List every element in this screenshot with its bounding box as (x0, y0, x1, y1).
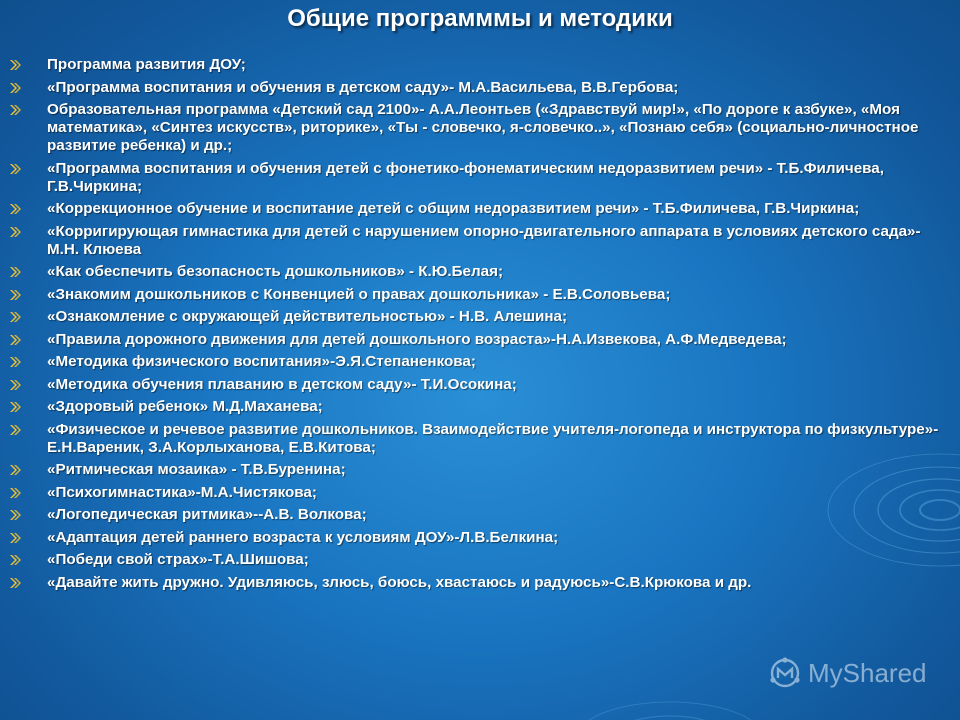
list-item (8, 421, 952, 457)
list-item-text: «Коррекционное обучение и воспитание детей с общим недоразвитием речи» - Т.Б.Филичева, Г.В.Чиркина; (47, 200, 860, 217)
list-item (8, 484, 952, 502)
water-ripple-decoration-bottom (540, 600, 800, 720)
list-item (8, 506, 952, 524)
list-item (8, 200, 952, 218)
list-item-text: «Ознакомление с окружающей действительностью» - Н.В. Алешина; (47, 308, 568, 325)
list-item (8, 286, 952, 304)
list-item (8, 574, 952, 592)
myshared-logo-icon (768, 656, 802, 690)
arrow-bullet-icon (8, 355, 22, 369)
arrow-bullet-icon (8, 58, 22, 72)
list-item (8, 551, 952, 569)
arrow-bullet-icon (8, 508, 22, 522)
arrow-bullet-icon (8, 265, 22, 279)
arrow-bullet-icon (8, 162, 22, 176)
list-item (8, 353, 952, 371)
arrow-bullet-icon (8, 225, 22, 239)
list-item (8, 263, 952, 281)
list-item (8, 101, 952, 155)
list-item-text: Образовательная программа «Детский сад 2100»- А.А.Леонтьев («Здравствуй мир!», «По дороге к азбуке», «Моя математика», «Синтез искусств», риторике», «Ты - словечко, я-словечко..», «Познаю себя» (социально-личностное развитие ребенка) и др.; (47, 101, 919, 154)
arrow-bullet-icon (8, 531, 22, 545)
myshared-watermark (768, 655, 927, 691)
list-item (8, 529, 952, 547)
arrow-bullet-icon (8, 333, 22, 347)
arrow-bullet-icon (8, 378, 22, 392)
slide-title: Общие программмы и методики (287, 5, 673, 32)
list-item (8, 160, 952, 196)
list-item-text: «Программа воспитания и обучения детей с фонетико-фонематическим недоразвитием речи» - Т.Б.Филичева, Г.В.Чиркина; (47, 159, 884, 195)
list-item (8, 331, 952, 349)
arrow-bullet-icon (8, 288, 22, 302)
list-item-text: «Победи свой страх»-Т.А.Шишова; (47, 551, 309, 568)
list-item (8, 376, 952, 394)
program-list (8, 56, 952, 596)
list-item (8, 56, 952, 74)
list-item-text: «Давайте жить дружно. Удивляюсь, злюсь, боюсь, хвастаюсь и радуюсь»-С.В.Крюкова и др. (47, 573, 752, 591)
list-item (8, 223, 952, 259)
list-item-text: «Методика физического воспитания»-Э.Я.Степаненкова; (47, 353, 476, 370)
arrow-bullet-icon (8, 486, 22, 500)
arrow-bullet-icon (8, 81, 22, 95)
arrow-bullet-icon (8, 400, 22, 414)
arrow-bullet-icon (8, 576, 22, 590)
list-item-text: «Физическое и речевое развитие дошкольников. Взаимодействие учителя-логопеда и инструктора по физкультуре»-Е.Н.Вареник, З.А.Корлыханова, Е.В.Китова; (47, 420, 939, 456)
list-item-text: «Корригирующая гимнастика для детей с нарушением опорно-двигательного аппарата в условиях детского сада»-М.Н. Клюева (47, 222, 921, 258)
list-item (8, 461, 952, 479)
list-item (8, 79, 952, 97)
list-item (8, 308, 952, 326)
arrow-bullet-icon (8, 463, 22, 477)
list-item-text: «Психогимнастика»-М.А.Чистякова; (47, 483, 317, 501)
watermark-text: MyShared (808, 657, 927, 688)
list-item-text: «Знакомим дошкольников с Конвенцией о правах дошкольника» - Е.В.Соловьева; (47, 285, 671, 303)
list-item-text: Программа развития ДОУ; (47, 56, 246, 73)
arrow-bullet-icon (8, 103, 22, 117)
list-item-text: «Здоровый ребенок» М.Д.Маханева; (47, 398, 323, 415)
list-item-text: «Правила дорожного движения для детей дошкольного возраста»-Н.А.Извекова, А.Ф.Медведева; (47, 330, 787, 348)
arrow-bullet-icon (8, 202, 22, 216)
list-item-text: «Логопедическая ритмика»--А.В. Волкова; (47, 506, 367, 523)
arrow-bullet-icon (8, 310, 22, 324)
arrow-bullet-icon (8, 553, 22, 567)
arrow-bullet-icon (8, 423, 22, 437)
list-item-text: «Методика обучения плаванию в детском саду»- Т.И.Осокина; (47, 375, 517, 393)
list-item-text: «Как обеспечить безопасность дошкольников» - К.Ю.Белая; (47, 263, 504, 280)
list-item-text: «Ритмическая мозаика» - Т.В.Буренина; (47, 461, 346, 478)
list-item-text: «Программа воспитания и обучения в детском саду»- М.А.Васильева, В.В.Гербова; (47, 78, 679, 96)
list-item (8, 398, 952, 416)
list-item-text: «Адаптация детей раннего возраста к условиям ДОУ»-Л.В.Белкина; (47, 528, 559, 546)
